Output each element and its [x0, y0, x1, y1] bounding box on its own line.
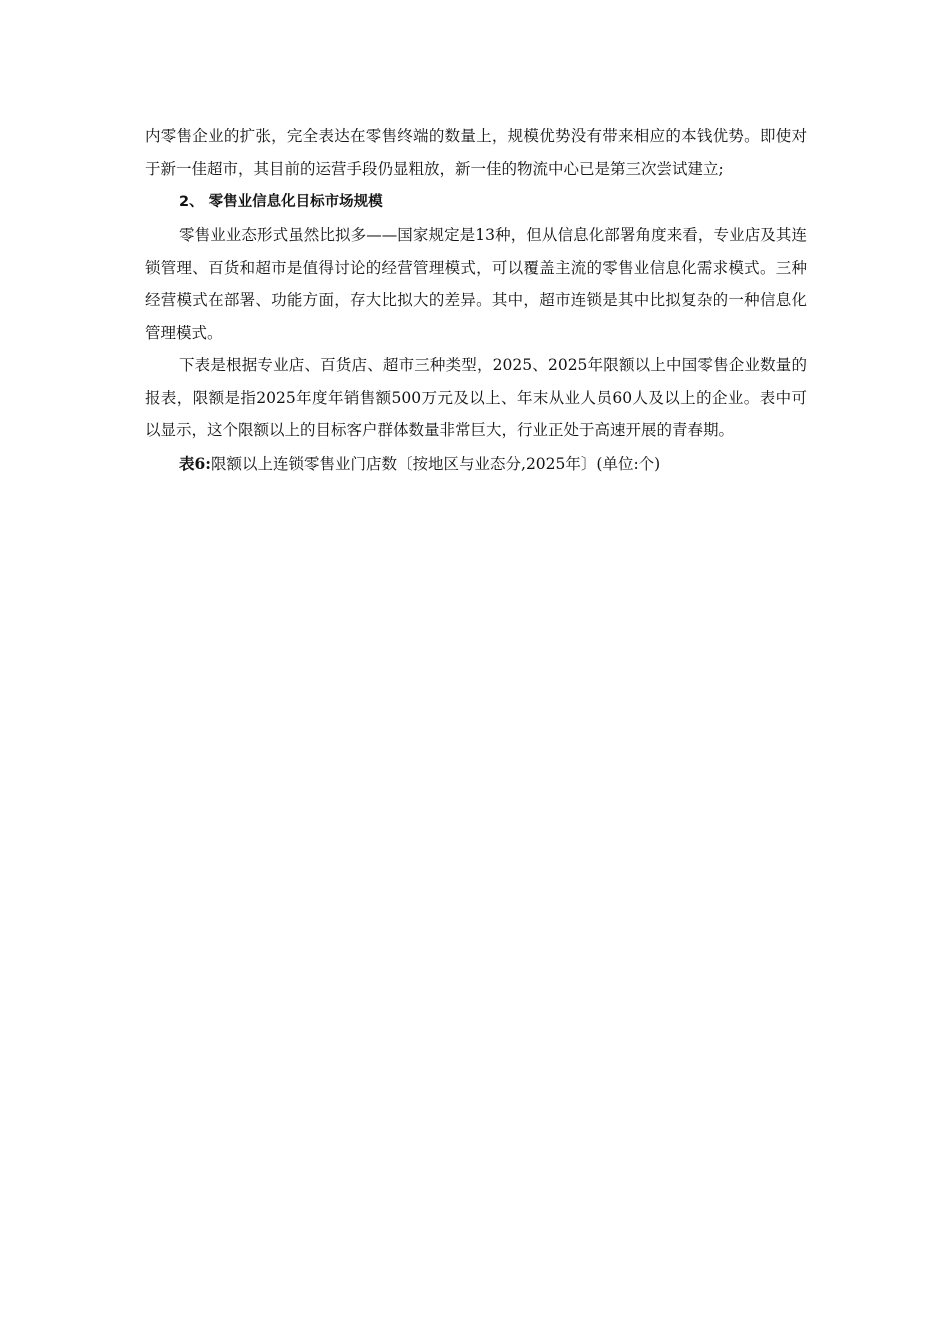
paragraph-retail-expansion: 内零售企业的扩张，完全表达在零售终端的数量上，规模优势没有带来相应的本钱优势。即使对于新一佳超市，其目前的运营手段仍显粗放，新一佳的物流中心已是第三次尝试建立;	[145, 127, 807, 178]
table-caption-label: 表6:	[179, 453, 212, 473]
paragraph-table-intro: 下表是根据专业店、百货店、超市三种类型，2025、2025年限额以上中国零售企业数量的报表，限额是指2025年度年销售额500万元及以上、年末从业人员60人及以上的企业。表中可以显示，这个限额以上的目标客户群体数量非常巨大，行业正处于高速开展的青春期。	[145, 356, 807, 439]
table-caption-text: 限额以上连锁零售业门店数〔按地区与业态分,2025年〕(单位:个)	[211, 454, 661, 473]
table-caption	[145, 447, 807, 481]
paragraph-retail-formats: 零售业业态形式虽然比拟多——国家规定是13种，但从信息化部署角度来看，专业店及其连锁管理、百货和超市是值得讨论的经营管理模式，可以覆盖主流的零售业信息化需求模式。三种经营模式在部署、功能方面，存大比拟大的差异。其中，超市连锁是其中比拟复杂的一种信息化管理模式。	[145, 226, 807, 342]
document-page	[145, 120, 807, 481]
section-heading-market-size: 2、 零售业信息化目标市场规模	[179, 194, 383, 210]
